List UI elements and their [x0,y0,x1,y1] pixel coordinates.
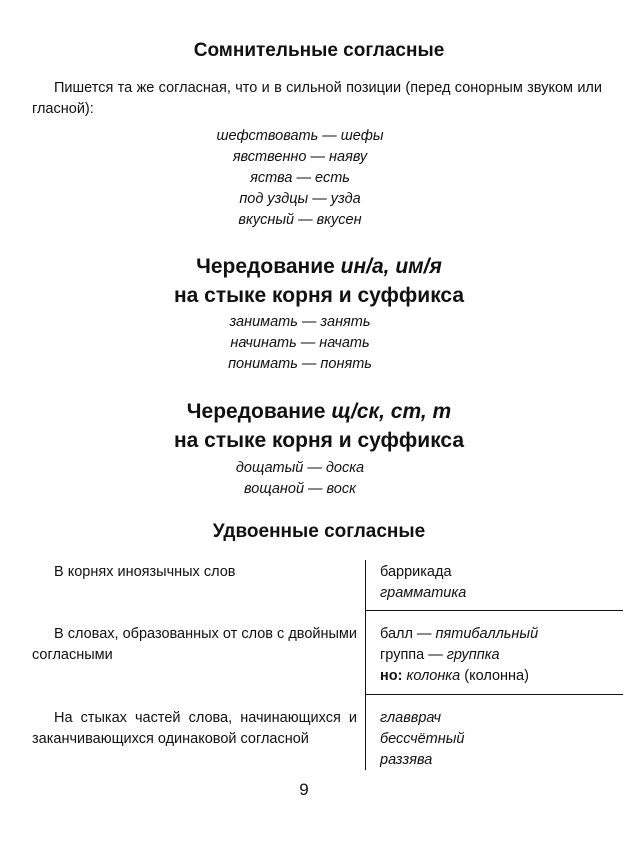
example-line: вкусный — вкусен [238,212,362,228]
table-row-rule [32,624,357,666]
title-italic-part: ин/а, им/я [340,255,442,278]
example-plain: группа — [380,647,447,663]
title-prefix: Чередование [196,255,341,278]
alternation-in-im-examples [0,312,600,375]
table-row-rule [32,708,357,750]
table-row-divider [365,694,623,695]
doubtful-rule-text: Пишется та же согласная, что и в сильной позиции (перед сонорным звуком или гласной): [32,80,602,117]
example-line: грамматика [380,585,467,601]
example-line: яства — есть [250,170,350,186]
rule-text: В словах, образованных от слов с двойными согласными [32,626,357,663]
example-line: дощатый — доска [235,460,365,476]
example-line [380,645,620,666]
alternation-shch-examples [0,458,600,500]
section-title-alternation-shch [0,397,638,455]
example-plain: балл — [380,626,436,642]
example-line: начинать — начать [230,335,370,351]
example-italic: пятибалльный [435,626,539,642]
section-title-alternation-in-im [0,252,638,310]
title-line2: на стыке корня и суффикса [173,284,465,307]
example-line: занимать — занять [229,314,371,330]
section-title-doubtful-consonants: Сомнительные согласные [193,40,445,61]
example-line: баррикада [380,564,452,580]
rule-text: В корнях иноязычных слов [54,564,236,580]
section-title-double-consonants: Удвоенные согласные [212,521,426,542]
title-prefix: Чередование [186,400,332,423]
title-line2: на стыке корня и суффикса [173,429,465,452]
title-italic-part: щ/ск, ст, т [331,400,452,423]
example-line: явственно — наяву [232,149,368,165]
table-row-examples [380,624,620,687]
table-vertical-divider [365,560,366,770]
rule-text: На стыках частей слова, начинающихся и заканчивающихся одинаковой согласной [32,710,357,747]
example-line: вощаной — воск [244,481,356,497]
example-line: под уздцы — узда [239,191,361,207]
example-line: раззява [380,752,433,768]
table-row-examples [380,562,620,604]
table-row-divider [365,610,623,611]
example-line [380,666,620,687]
example-line: понимать — понять [228,356,372,372]
example-line: шефствовать — шефы [216,128,384,144]
example-line [380,624,620,645]
example-line: главврач [380,710,442,726]
example-plain: (колонна) [460,668,529,684]
example-italic: колонка [402,668,461,684]
example-italic: группка [446,647,500,663]
doubtful-examples [0,126,600,231]
example-bold: но: [380,668,403,684]
example-line: бессчётный [380,731,465,747]
page-number: 9 [299,780,309,799]
table-row-examples [380,708,620,771]
table-row-rule [32,562,357,583]
